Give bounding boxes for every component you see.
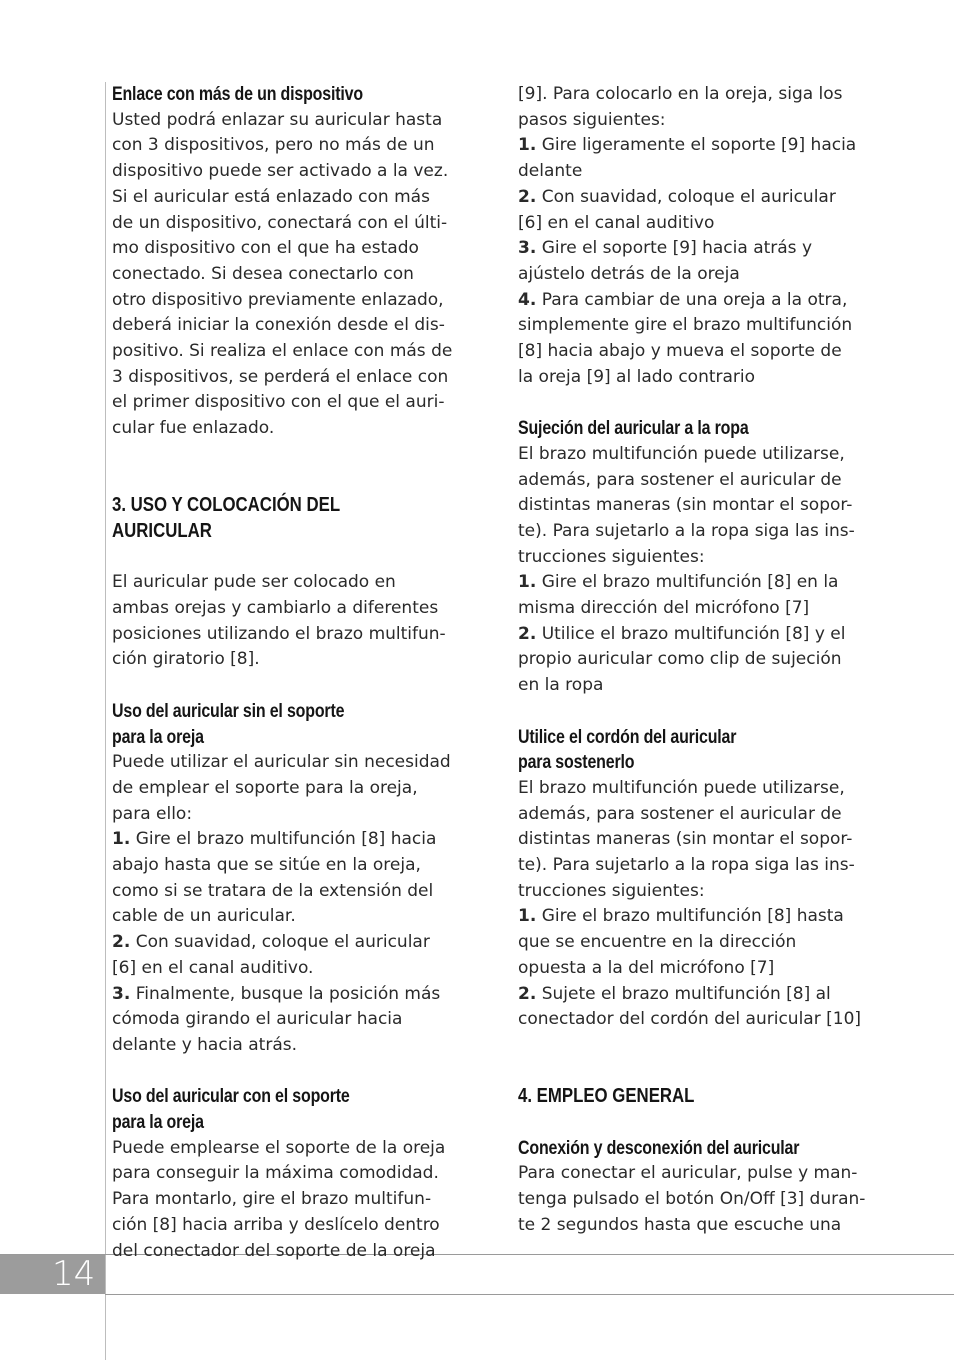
list-item-number: 1. (518, 135, 537, 156)
section-title-3: 3. USO Y COLOCACIÓN DEL AURICULAR (112, 494, 340, 542)
section-title-4: 4. EMPLEO GENERAL (518, 1085, 695, 1108)
paragraph-sujecion-ropa: El brazo multifunción puede utilizarse, además, para sostener el auricular de distintas maneras (sin montar el sopor- te). Para sujetarlo a la ropa siga las ins- trucciones siguientes: (518, 443, 855, 567)
list-item-number: 2. (518, 186, 537, 207)
list-item-number: 3. (518, 238, 537, 259)
footer-rule-bottom (105, 1294, 954, 1295)
left-column (112, 82, 474, 1264)
list-item (518, 904, 880, 981)
paragraph-enlace: Usted podrá enlazar su auricular hasta con 3 dispositivos, pero no más de un dispositivo puede ser activado a la vez. Si el auricular está enlazado con más de un dispositivo, conectará con el últi- mo dispositivo con el que ha estado conectado. Si desea conectarlo con otro dispositivo previamente enlazado, deberá iniciar la conexión desde el dis- positivo. Si realiza el enlace con más de 3 dispositivos, se perderá el enlace con el primer dispositivo con el que el auri- cular fue enlazado. (112, 109, 453, 439)
page-number: 14 (52, 1254, 96, 1294)
list-item-text: Gire el soporte [9] hacia atrás y ajústelo detrás de la oreja (518, 238, 813, 284)
list-item-text: Utilice el brazo multifunción [8] y el propio auricular como clip de sujeción en la ropa (518, 623, 846, 696)
column-divider-vertical (105, 82, 106, 1360)
list-item-text: Gire ligeramente el soporte [9] hacia delante (518, 135, 857, 182)
heading-enlace: Enlace con más de un dispositivo (112, 84, 363, 105)
list-item-number: 1. (518, 906, 537, 927)
list-item (112, 930, 474, 981)
list-item (518, 133, 880, 184)
list-item-number: 4. (518, 289, 537, 310)
paragraph-uso: El auricular pude ser colocado en ambas orejas y cambiarlo a diferentes posiciones utilizando el brazo multifun- ción giratorio [8]. (112, 572, 446, 670)
paragraph-sin-soporte: Puede utilizar el auricular sin necesidad de emplear el soporte para la oreja, para ello: (112, 752, 451, 824)
paragraph-conexion: Para conectar el auricular, pulse y man- tenga pulsado el botón On/Off [3] duran- te 2 segundos hasta que escuche una (518, 1163, 866, 1235)
heading-sin-soporte: Uso del auricular sin el soporte para la oreja (112, 700, 345, 748)
list-item-number: 2. (518, 983, 537, 1004)
list-item (112, 982, 474, 1059)
list-item (518, 570, 880, 621)
paragraph-continuation: [9]. Para colocarlo en la oreja, siga los pasos siguientes: (518, 84, 843, 130)
list-item-number: 3. (112, 983, 131, 1004)
list-item (518, 236, 880, 287)
heading-con-soporte: Uso del auricular con el soporte para la oreja (112, 1086, 350, 1134)
list-item (518, 982, 880, 1033)
list-item (112, 827, 474, 930)
list-item (518, 288, 880, 391)
list-item (518, 185, 880, 236)
list-item-text: Con suavidad, coloque el auricular [6] en el canal auditivo (518, 186, 836, 233)
paragraph-con-soporte: Puede emplearse el soporte de la oreja para conseguir la máxima comodidad. Para montarlo, gire el brazo multifun- ción [8] hacia arriba y deslícelo dentro del conectador del soporte de la oreja (112, 1137, 446, 1261)
list-item-number: 2. (112, 932, 131, 953)
list-item-number: 1. (112, 829, 131, 850)
right-column (518, 82, 880, 1239)
list-item-text: Sujete el brazo multifunción [8] al conectador del cordón del auricular [10] (518, 983, 862, 1030)
list-item-number: 2. (518, 623, 537, 644)
list-item (518, 622, 880, 699)
heading-conexion: Conexión y desconexión del auricular (518, 1137, 800, 1159)
list-item-text: Gire el brazo multifunción [8] hasta que se encuentre en la dirección opuesta a la del micrófono [7] (518, 906, 844, 978)
list-item-text: Gire el brazo multifunción [8] en la misma dirección del micrófono [7] (518, 572, 839, 619)
list-item-text: Con suavidad, coloque el auricular [6] en el canal auditivo. (112, 932, 430, 978)
list-item-text: Finalmente, busque la posición más cómoda girando el auricular hacia delante y hacia atrás. (112, 983, 441, 1055)
list-item-number: 1. (518, 572, 537, 593)
list-item-text: Para cambiar de una oreja a la otra, simplemente gire el brazo multifunción [8] hacia abajo y mueva el soporte de la oreja [9] al lado contrario (518, 289, 853, 387)
heading-sujecion-ropa: Sujeción del auricular a la ropa (518, 418, 749, 440)
paragraph-cordon: El brazo multifunción puede utilizarse, además, para sostener el auricular de distintas maneras (sin montar el sopor- te). Para sujetarlo a la ropa siga las ins- trucciones siguientes: (518, 777, 855, 901)
list-item-text: Gire el brazo multifunción [8] hacia abajo hasta que se sitúe en la oreja, como si se tratara de la extensión del cable de un auricular. (112, 829, 437, 927)
heading-cordon: Utilice el cordón del auricular para sostenerlo (518, 726, 737, 774)
